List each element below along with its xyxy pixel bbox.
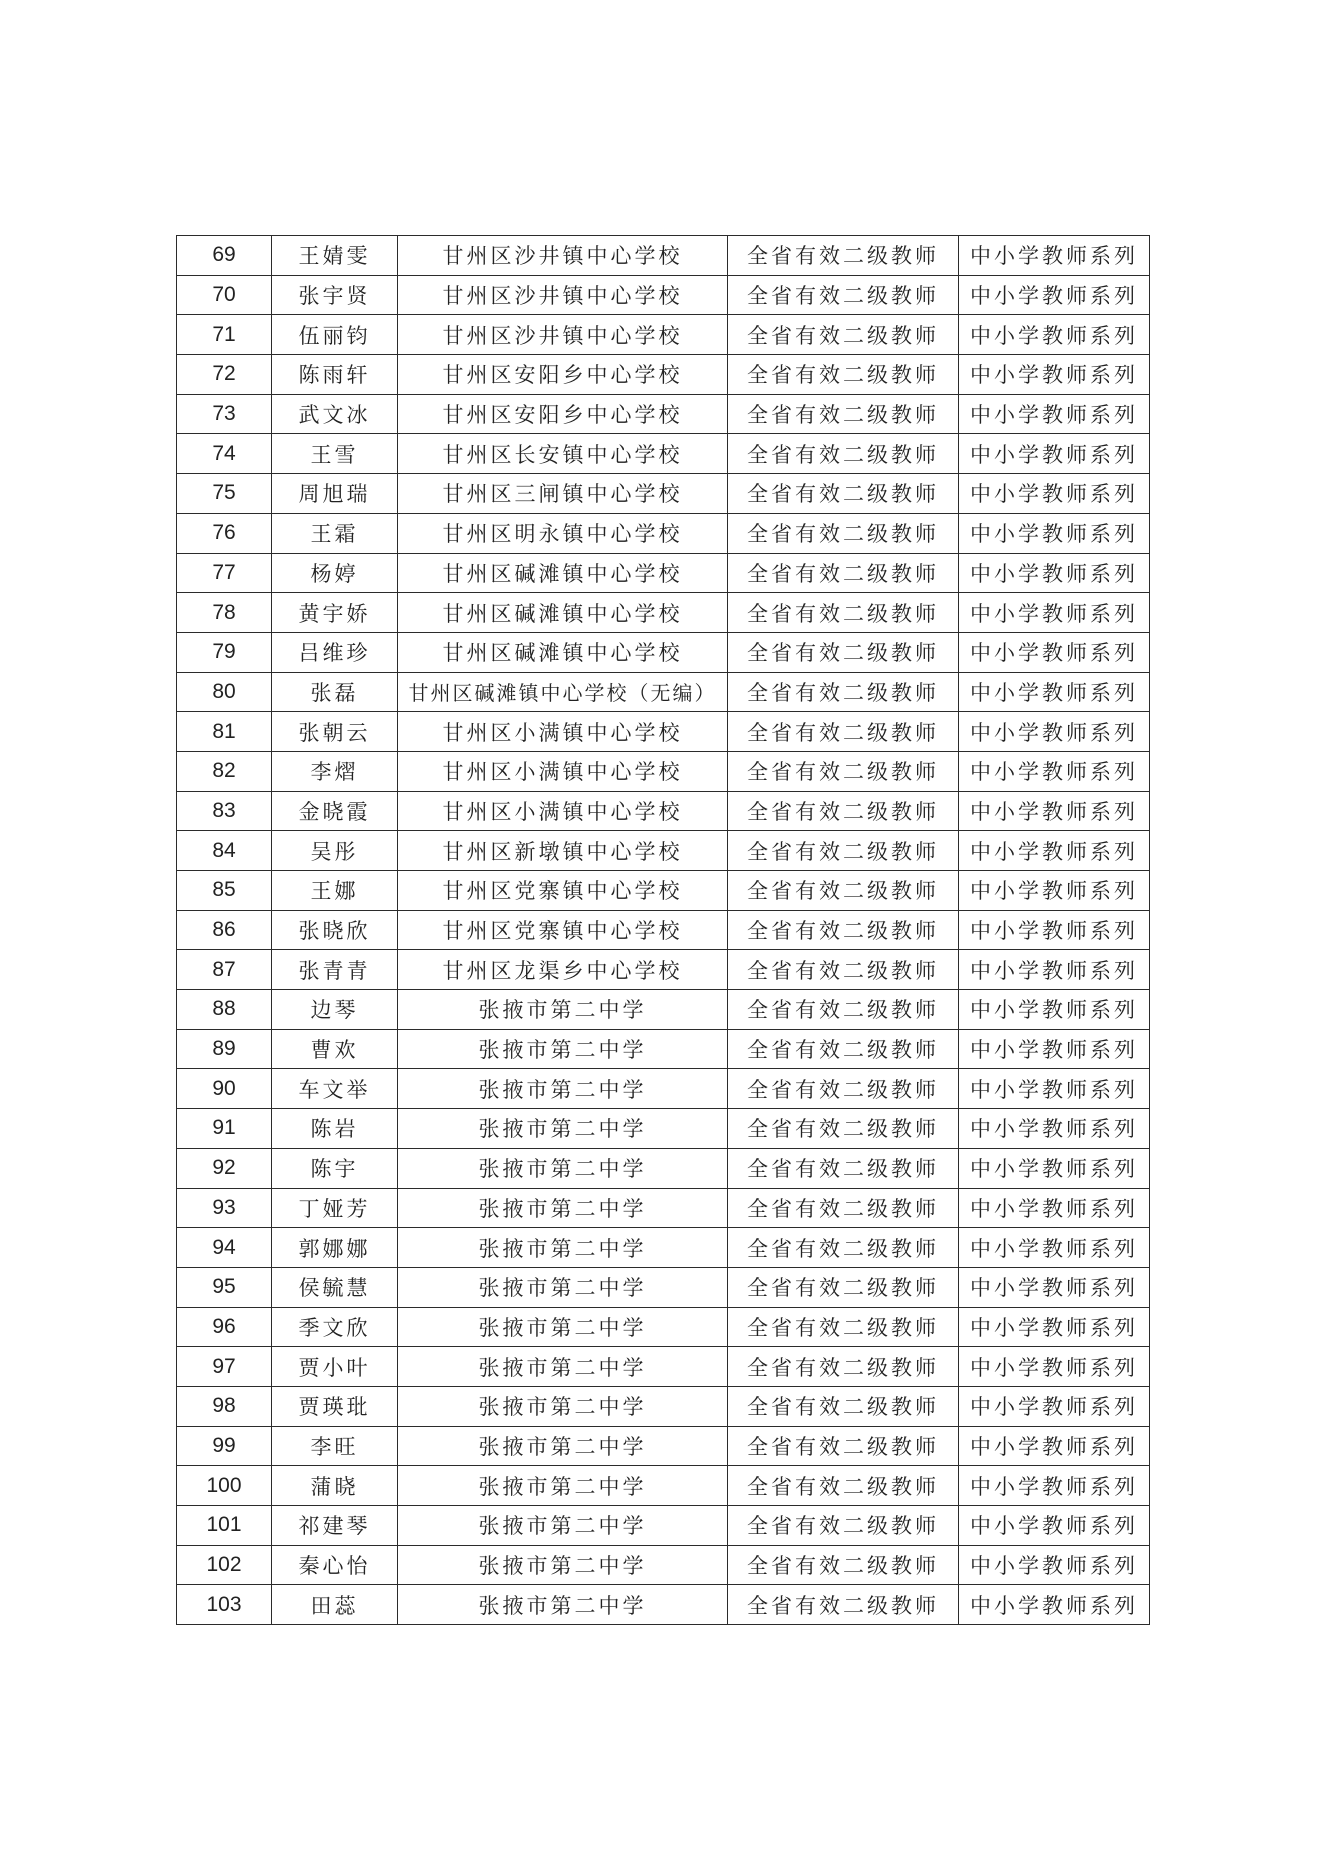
row-number-cell: 98	[177, 1386, 272, 1426]
school-cell: 甘州区碱滩镇中心学校	[398, 593, 728, 633]
row-number-cell: 78	[177, 593, 272, 633]
row-number-cell: 90	[177, 1069, 272, 1109]
table-row	[177, 1585, 1150, 1625]
qualification-cell: 全省有效二级教师	[728, 513, 959, 553]
qualification-cell: 全省有效二级教师	[728, 751, 959, 791]
row-number-cell: 70	[177, 275, 272, 315]
name-cell: 张朝云	[272, 712, 398, 752]
series-cell: 中小学教师系列	[959, 1466, 1150, 1506]
series-cell: 中小学教师系列	[959, 910, 1150, 950]
table-body	[177, 236, 1150, 1625]
table-row	[177, 1506, 1150, 1546]
series-cell: 中小学教师系列	[959, 1545, 1150, 1585]
table-row	[177, 1386, 1150, 1426]
name-cell: 秦心怡	[272, 1545, 398, 1585]
table-row	[177, 553, 1150, 593]
name-cell: 车文举	[272, 1069, 398, 1109]
series-cell: 中小学教师系列	[959, 1029, 1150, 1069]
table-row	[177, 1347, 1150, 1387]
school-cell: 张掖市第二中学	[398, 1228, 728, 1268]
qualification-cell: 全省有效二级教师	[728, 1029, 959, 1069]
row-number-cell: 82	[177, 751, 272, 791]
table-row	[177, 831, 1150, 871]
table-row	[177, 1267, 1150, 1307]
school-cell: 甘州区小满镇中心学校	[398, 712, 728, 752]
row-number-cell: 83	[177, 791, 272, 831]
teacher-list-table	[176, 235, 1150, 1625]
school-cell: 甘州区龙渠乡中心学校	[398, 950, 728, 990]
series-cell: 中小学教师系列	[959, 1069, 1150, 1109]
name-cell: 金晓霞	[272, 791, 398, 831]
school-cell: 张掖市第二中学	[398, 1585, 728, 1625]
table-row	[177, 434, 1150, 474]
table-row	[177, 1228, 1150, 1268]
row-number-cell: 71	[177, 315, 272, 355]
table-row	[177, 1148, 1150, 1188]
name-cell: 李旺	[272, 1426, 398, 1466]
qualification-cell: 全省有效二级教师	[728, 593, 959, 633]
school-cell: 甘州区安阳乡中心学校	[398, 394, 728, 434]
series-cell: 中小学教师系列	[959, 1506, 1150, 1546]
row-number-cell: 84	[177, 831, 272, 871]
school-cell: 甘州区安阳乡中心学校	[398, 355, 728, 395]
series-cell: 中小学教师系列	[959, 513, 1150, 553]
row-number-cell: 89	[177, 1029, 272, 1069]
name-cell: 王婧雯	[272, 236, 398, 276]
school-cell: 张掖市第二中学	[398, 1109, 728, 1149]
name-cell: 贾瑛玭	[272, 1386, 398, 1426]
qualification-cell: 全省有效二级教师	[728, 315, 959, 355]
name-cell: 郭娜娜	[272, 1228, 398, 1268]
name-cell: 曹欢	[272, 1029, 398, 1069]
qualification-cell: 全省有效二级教师	[728, 1545, 959, 1585]
school-cell: 甘州区沙井镇中心学校	[398, 236, 728, 276]
school-cell: 甘州区碱滩镇中心学校（无编）	[398, 672, 728, 712]
row-number-cell: 86	[177, 910, 272, 950]
series-cell: 中小学教师系列	[959, 394, 1150, 434]
row-number-cell: 76	[177, 513, 272, 553]
school-cell: 甘州区三闸镇中心学校	[398, 474, 728, 514]
series-cell: 中小学教师系列	[959, 831, 1150, 871]
qualification-cell: 全省有效二级教师	[728, 355, 959, 395]
school-cell: 张掖市第二中学	[398, 1307, 728, 1347]
qualification-cell: 全省有效二级教师	[728, 553, 959, 593]
row-number-cell: 99	[177, 1426, 272, 1466]
name-cell: 贾小叶	[272, 1347, 398, 1387]
series-cell: 中小学教师系列	[959, 553, 1150, 593]
name-cell: 吴彤	[272, 831, 398, 871]
name-cell: 张宇贤	[272, 275, 398, 315]
table-row	[177, 672, 1150, 712]
row-number-cell: 103	[177, 1585, 272, 1625]
qualification-cell: 全省有效二级教师	[728, 1109, 959, 1149]
school-cell: 甘州区碱滩镇中心学校	[398, 553, 728, 593]
name-cell: 王雪	[272, 434, 398, 474]
row-number-cell: 94	[177, 1228, 272, 1268]
row-number-cell: 79	[177, 632, 272, 672]
table-row	[177, 1545, 1150, 1585]
series-cell: 中小学教师系列	[959, 950, 1150, 990]
name-cell: 杨婷	[272, 553, 398, 593]
name-cell: 祁建琴	[272, 1506, 398, 1546]
table-row	[177, 751, 1150, 791]
name-cell: 边琴	[272, 990, 398, 1030]
row-number-cell: 74	[177, 434, 272, 474]
table-row	[177, 275, 1150, 315]
qualification-cell: 全省有效二级教师	[728, 1228, 959, 1268]
qualification-cell: 全省有效二级教师	[728, 831, 959, 871]
school-cell: 甘州区长安镇中心学校	[398, 434, 728, 474]
school-cell: 张掖市第二中学	[398, 1426, 728, 1466]
series-cell: 中小学教师系列	[959, 1386, 1150, 1426]
qualification-cell: 全省有效二级教师	[728, 1466, 959, 1506]
table-row	[177, 355, 1150, 395]
row-number-cell: 75	[177, 474, 272, 514]
school-cell: 张掖市第二中学	[398, 1188, 728, 1228]
name-cell: 陈雨轩	[272, 355, 398, 395]
school-cell: 甘州区党寨镇中心学校	[398, 871, 728, 911]
table-row	[177, 791, 1150, 831]
series-cell: 中小学教师系列	[959, 1267, 1150, 1307]
row-number-cell: 72	[177, 355, 272, 395]
row-number-cell: 69	[177, 236, 272, 276]
table-row	[177, 1426, 1150, 1466]
row-number-cell: 101	[177, 1506, 272, 1546]
name-cell: 李熠	[272, 751, 398, 791]
row-number-cell: 95	[177, 1267, 272, 1307]
row-number-cell: 87	[177, 950, 272, 990]
table-row	[177, 950, 1150, 990]
series-cell: 中小学教师系列	[959, 1307, 1150, 1347]
qualification-cell: 全省有效二级教师	[728, 474, 959, 514]
series-cell: 中小学教师系列	[959, 632, 1150, 672]
series-cell: 中小学教师系列	[959, 1148, 1150, 1188]
qualification-cell: 全省有效二级教师	[728, 632, 959, 672]
series-cell: 中小学教师系列	[959, 275, 1150, 315]
school-cell: 甘州区沙井镇中心学校	[398, 275, 728, 315]
table-row	[177, 236, 1150, 276]
table-row	[177, 1029, 1150, 1069]
school-cell: 甘州区党寨镇中心学校	[398, 910, 728, 950]
qualification-cell: 全省有效二级教师	[728, 394, 959, 434]
series-cell: 中小学教师系列	[959, 1188, 1150, 1228]
table-row	[177, 1466, 1150, 1506]
row-number-cell: 77	[177, 553, 272, 593]
row-number-cell: 85	[177, 871, 272, 911]
school-cell: 张掖市第二中学	[398, 1148, 728, 1188]
qualification-cell: 全省有效二级教师	[728, 1585, 959, 1625]
row-number-cell: 80	[177, 672, 272, 712]
name-cell: 张晓欣	[272, 910, 398, 950]
series-cell: 中小学教师系列	[959, 236, 1150, 276]
name-cell: 吕维珍	[272, 632, 398, 672]
series-cell: 中小学教师系列	[959, 355, 1150, 395]
row-number-cell: 81	[177, 712, 272, 752]
school-cell: 甘州区小满镇中心学校	[398, 751, 728, 791]
qualification-cell: 全省有效二级教师	[728, 1506, 959, 1546]
qualification-cell: 全省有效二级教师	[728, 990, 959, 1030]
name-cell: 丁娅芳	[272, 1188, 398, 1228]
qualification-cell: 全省有效二级教师	[728, 1188, 959, 1228]
name-cell: 武文冰	[272, 394, 398, 434]
school-cell: 甘州区明永镇中心学校	[398, 513, 728, 553]
series-cell: 中小学教师系列	[959, 1228, 1150, 1268]
series-cell: 中小学教师系列	[959, 751, 1150, 791]
qualification-cell: 全省有效二级教师	[728, 275, 959, 315]
series-cell: 中小学教师系列	[959, 593, 1150, 633]
row-number-cell: 73	[177, 394, 272, 434]
qualification-cell: 全省有效二级教师	[728, 910, 959, 950]
school-cell: 甘州区沙井镇中心学校	[398, 315, 728, 355]
series-cell: 中小学教师系列	[959, 315, 1150, 355]
name-cell: 侯毓慧	[272, 1267, 398, 1307]
series-cell: 中小学教师系列	[959, 1347, 1150, 1387]
row-number-cell: 91	[177, 1109, 272, 1149]
table-row	[177, 632, 1150, 672]
table-row	[177, 1188, 1150, 1228]
series-cell: 中小学教师系列	[959, 990, 1150, 1030]
table-row	[177, 593, 1150, 633]
name-cell: 王娜	[272, 871, 398, 911]
table-row	[177, 394, 1150, 434]
qualification-cell: 全省有效二级教师	[728, 672, 959, 712]
table-row	[177, 910, 1150, 950]
series-cell: 中小学教师系列	[959, 434, 1150, 474]
qualification-cell: 全省有效二级教师	[728, 950, 959, 990]
name-cell: 陈宇	[272, 1148, 398, 1188]
name-cell: 黄宇娇	[272, 593, 398, 633]
name-cell: 周旭瑞	[272, 474, 398, 514]
qualification-cell: 全省有效二级教师	[728, 1347, 959, 1387]
name-cell: 张青青	[272, 950, 398, 990]
row-number-cell: 88	[177, 990, 272, 1030]
qualification-cell: 全省有效二级教师	[728, 712, 959, 752]
table-row	[177, 315, 1150, 355]
qualification-cell: 全省有效二级教师	[728, 434, 959, 474]
table-row	[177, 1069, 1150, 1109]
name-cell: 蒲晓	[272, 1466, 398, 1506]
school-cell: 甘州区小满镇中心学校	[398, 791, 728, 831]
qualification-cell: 全省有效二级教师	[728, 1426, 959, 1466]
name-cell: 田蕊	[272, 1585, 398, 1625]
qualification-cell: 全省有效二级教师	[728, 1267, 959, 1307]
row-number-cell: 97	[177, 1347, 272, 1387]
school-cell: 张掖市第二中学	[398, 1267, 728, 1307]
school-cell: 张掖市第二中学	[398, 990, 728, 1030]
series-cell: 中小学教师系列	[959, 474, 1150, 514]
table-row	[177, 513, 1150, 553]
qualification-cell: 全省有效二级教师	[728, 1148, 959, 1188]
school-cell: 张掖市第二中学	[398, 1545, 728, 1585]
series-cell: 中小学教师系列	[959, 1585, 1150, 1625]
school-cell: 甘州区碱滩镇中心学校	[398, 632, 728, 672]
name-cell: 陈岩	[272, 1109, 398, 1149]
school-cell: 张掖市第二中学	[398, 1386, 728, 1426]
row-number-cell: 96	[177, 1307, 272, 1347]
qualification-cell: 全省有效二级教师	[728, 236, 959, 276]
school-cell: 张掖市第二中学	[398, 1069, 728, 1109]
series-cell: 中小学教师系列	[959, 712, 1150, 752]
name-cell: 伍丽钧	[272, 315, 398, 355]
school-cell: 张掖市第二中学	[398, 1466, 728, 1506]
table-row	[177, 1307, 1150, 1347]
qualification-cell: 全省有效二级教师	[728, 1069, 959, 1109]
qualification-cell: 全省有效二级教师	[728, 871, 959, 911]
table-row	[177, 712, 1150, 752]
school-cell: 甘州区新墩镇中心学校	[398, 831, 728, 871]
series-cell: 中小学教师系列	[959, 871, 1150, 911]
row-number-cell: 93	[177, 1188, 272, 1228]
row-number-cell: 92	[177, 1148, 272, 1188]
series-cell: 中小学教师系列	[959, 791, 1150, 831]
table-row	[177, 871, 1150, 911]
row-number-cell: 102	[177, 1545, 272, 1585]
table-row	[177, 990, 1150, 1030]
school-cell: 张掖市第二中学	[398, 1506, 728, 1546]
name-cell: 张磊	[272, 672, 398, 712]
series-cell: 中小学教师系列	[959, 672, 1150, 712]
series-cell: 中小学教师系列	[959, 1426, 1150, 1466]
row-number-cell: 100	[177, 1466, 272, 1506]
table-row	[177, 1109, 1150, 1149]
school-cell: 张掖市第二中学	[398, 1029, 728, 1069]
series-cell: 中小学教师系列	[959, 1109, 1150, 1149]
name-cell: 季文欣	[272, 1307, 398, 1347]
name-cell: 王霜	[272, 513, 398, 553]
school-cell: 张掖市第二中学	[398, 1347, 728, 1387]
qualification-cell: 全省有效二级教师	[728, 791, 959, 831]
qualification-cell: 全省有效二级教师	[728, 1307, 959, 1347]
qualification-cell: 全省有效二级教师	[728, 1386, 959, 1426]
table-row	[177, 474, 1150, 514]
